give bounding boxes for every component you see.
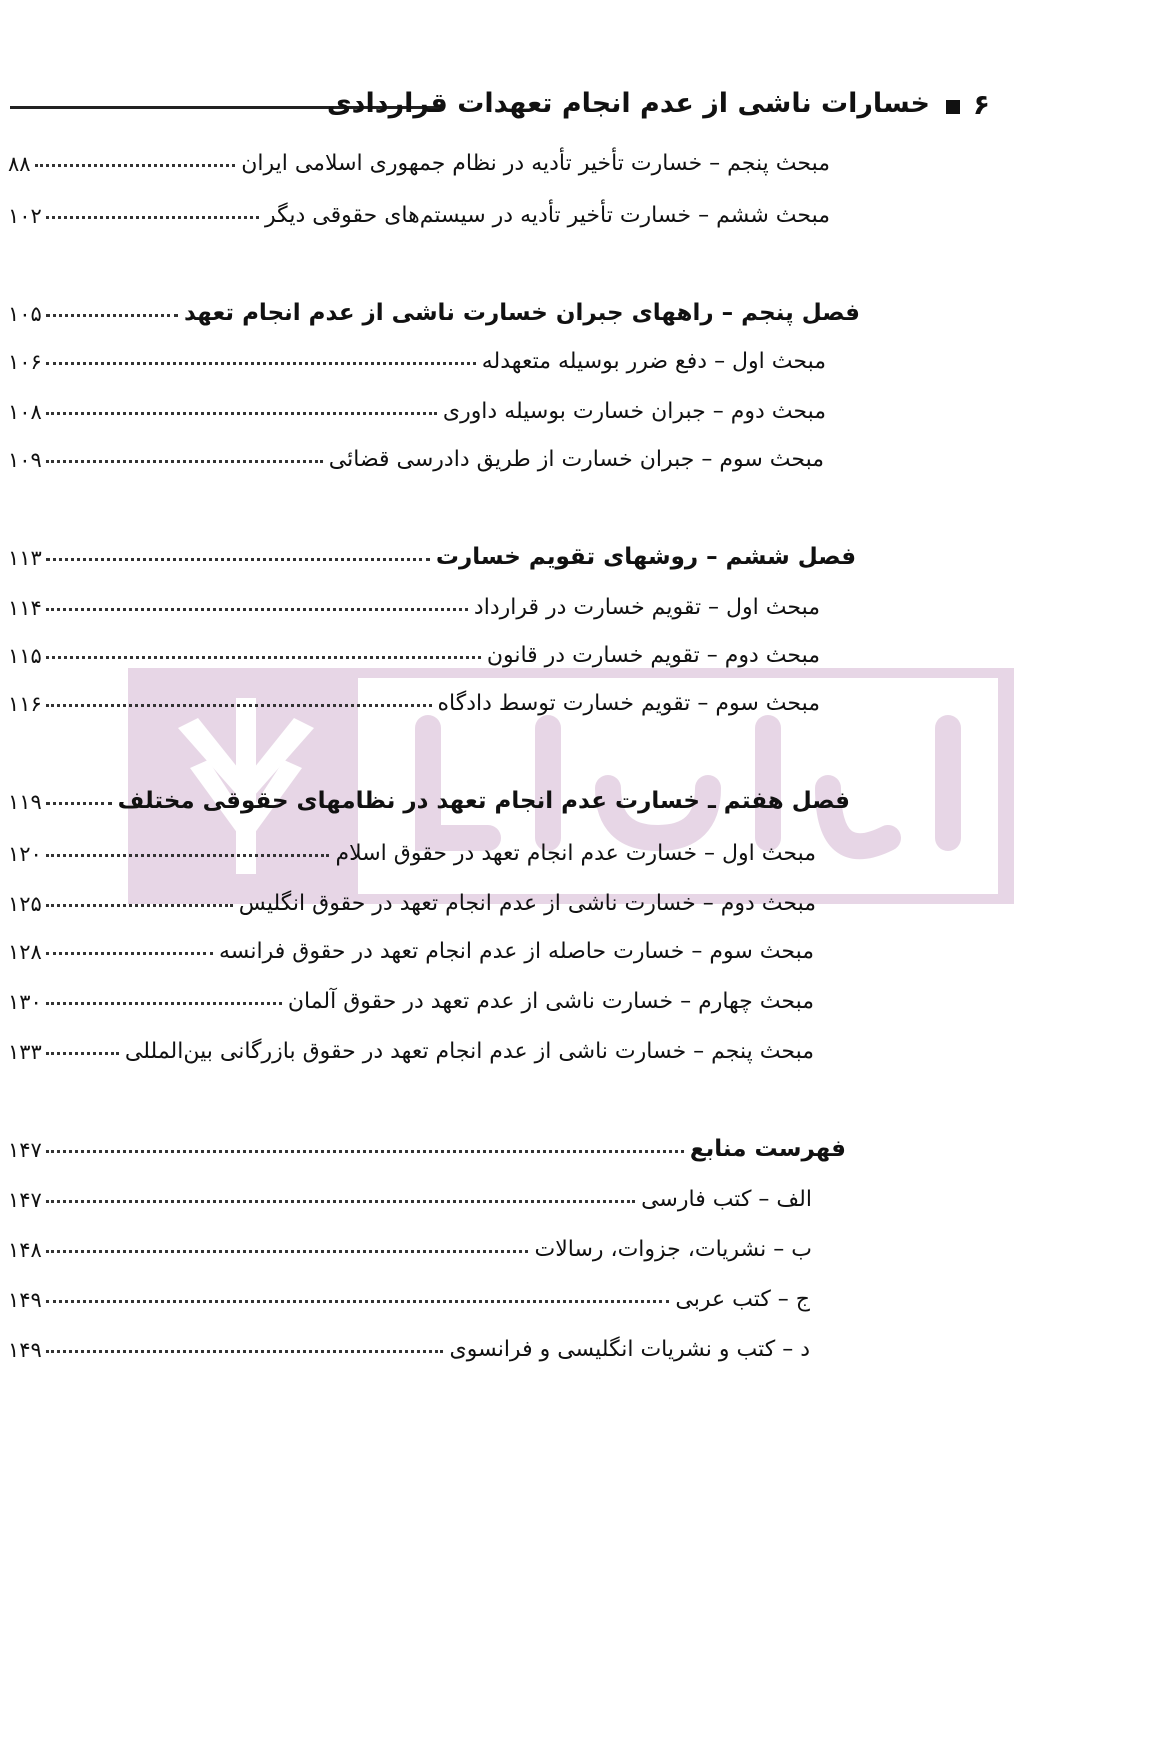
toc-entry-page: ۸۸ (8, 152, 31, 176)
leader-dots (46, 1150, 684, 1153)
leader-dots (46, 1200, 635, 1203)
toc-entry-page: ۱۲۰ (8, 842, 42, 866)
toc-entry-page: ۱۰۲ (8, 204, 42, 228)
leader-dots (46, 656, 481, 659)
toc-entry-label: مبحث دوم – تقویم خسارت در قانون (486, 643, 820, 668)
leader-dots (46, 1350, 444, 1353)
toc-chapter (8, 778, 850, 814)
toc-entry-page: ۱۴۹ (8, 1338, 42, 1362)
leader-dots (46, 1052, 119, 1055)
leader-dots (46, 558, 430, 561)
toc-entry-page: ۱۱۶ (8, 692, 42, 716)
leader-dots (46, 608, 468, 611)
toc-entry-page: ۱۰۶ (8, 350, 42, 374)
toc-chapter (8, 290, 860, 326)
book-title: خسارات ناشی از عدم انجام تعهدات قراردادی (326, 88, 930, 119)
toc-entry (8, 584, 820, 620)
toc-entry-label: الف – کتب فارسی (641, 1187, 812, 1212)
toc-entry (8, 680, 820, 716)
toc-entry (8, 1176, 812, 1212)
toc-entry-label: مبحث اول – خسارت عدم انجام تعهد در حقوق اسلام (335, 841, 816, 866)
toc-entry-label: مبحث دوم – خسارت ناشی از عدم انجام تعهد در حقوق انگلیس (238, 891, 816, 916)
toc-entry (8, 1276, 810, 1312)
toc-entry-label: د – کتب و نشریات انگلیسی و فرانسوی (449, 1337, 810, 1362)
toc-entry (8, 632, 820, 668)
toc-entry-label: ب – نشریات، جزوات، رسالات (534, 1237, 812, 1262)
toc-entry (8, 436, 824, 472)
toc-entry-label: مبحث پنجم – خسارت ناشی از عدم انجام تعهد در حقوق بازرگانی بین‌المللی (124, 1039, 814, 1064)
toc-chapter-label: فصل ششم – روشهای تقویم خسارت (435, 544, 856, 570)
leader-dots (46, 1002, 282, 1005)
toc-entry (8, 880, 816, 916)
toc-chapter-label: فصل هفتم ـ خسارت عدم انجام تعهد در نظامهای حقوقی مختلف (117, 788, 850, 814)
toc-entry-page: ۱۳۰ (8, 990, 42, 1014)
toc-entry-page: ۱۳۳ (8, 1040, 42, 1064)
toc-entry-label: مبحث سوم – جبران خسارت از طریق دادرسی قضائی (328, 447, 824, 472)
leader-dots (46, 1300, 670, 1303)
toc-entry-label: مبحث ششم – خسارت تأخیر تأدیه در سیستم‌های حقوقی دیگر (265, 203, 830, 228)
toc-chapter (8, 1126, 846, 1162)
toc-entry-page: ۱۱۹ (8, 790, 42, 814)
toc-entry (8, 140, 830, 176)
toc-entry-page: ۱۰۸ (8, 400, 42, 424)
page-number: ۶ (972, 88, 990, 121)
toc-entry-page: ۱۴۸ (8, 1238, 42, 1262)
toc-entry-page: ۱۴۷ (8, 1188, 42, 1212)
toc-entry-page: ۱۴۹ (8, 1288, 42, 1312)
leader-dots (46, 460, 323, 463)
toc-entry-label: مبحث اول – دفع ضرر بوسیله متعهدله (481, 349, 826, 374)
toc-entry-page: ۱۱۴ (8, 596, 42, 620)
toc-entry-page: ۱۱۳ (8, 546, 42, 570)
toc-entry-page: ۱۲۵ (8, 892, 42, 916)
toc-entry-page: ۱۴۷ (8, 1138, 42, 1162)
toc-entry-label: مبحث اول – تقویم خسارت در قرارداد (473, 595, 820, 620)
leader-dots (46, 952, 213, 955)
leader-dots (46, 362, 476, 365)
toc-entry (8, 928, 814, 964)
toc-entry-label: مبحث سوم – خسارت حاصله از عدم انجام تعهد در حقوق فرانسه (218, 939, 814, 964)
leader-dots (35, 164, 236, 167)
toc-entry-label: مبحث دوم – جبران خسارت بوسیله داوری (442, 399, 826, 424)
toc-entry (8, 338, 826, 374)
leader-dots (46, 904, 233, 907)
toc-entry-page: ۱۰۵ (8, 302, 42, 326)
toc-entry (8, 830, 816, 866)
leader-dots (46, 314, 178, 317)
leader-dots (46, 854, 330, 857)
leader-dots (46, 216, 259, 219)
toc-entry-label: ج – کتب عربی (675, 1287, 810, 1312)
toc-entry (8, 1226, 812, 1262)
toc-entry-label: مبحث چهارم – خسارت ناشی از عدم تعهد در حقوق آلمان (287, 989, 814, 1014)
toc-entry (8, 1326, 810, 1362)
toc-entry (8, 1028, 814, 1064)
toc-chapter (8, 534, 856, 570)
leader-dots (46, 1250, 529, 1253)
toc-entry (8, 192, 830, 228)
toc-entry-page: ۱۰۹ (8, 448, 42, 472)
toc-entry-page: ۱۱۵ (8, 644, 42, 668)
leader-dots (46, 704, 432, 707)
toc-entry-label: مبحث پنجم – خسارت تأخیر تأدیه در نظام جمهوری اسلامی ایران (241, 151, 830, 176)
toc-chapter-label: فصل پنجم – راههای جبران خسارت ناشی از عدم انجام تعهد (183, 300, 860, 326)
toc-entry-label: مبحث سوم – تقویم خسارت توسط دادگاه (437, 691, 820, 716)
toc-chapter-label: فهرست منابع (689, 1136, 846, 1162)
toc-entry (8, 978, 814, 1014)
toc-entry-page: ۱۲۸ (8, 940, 42, 964)
toc-entry (8, 388, 826, 424)
leader-dots (46, 802, 112, 805)
leader-dots (46, 412, 437, 415)
